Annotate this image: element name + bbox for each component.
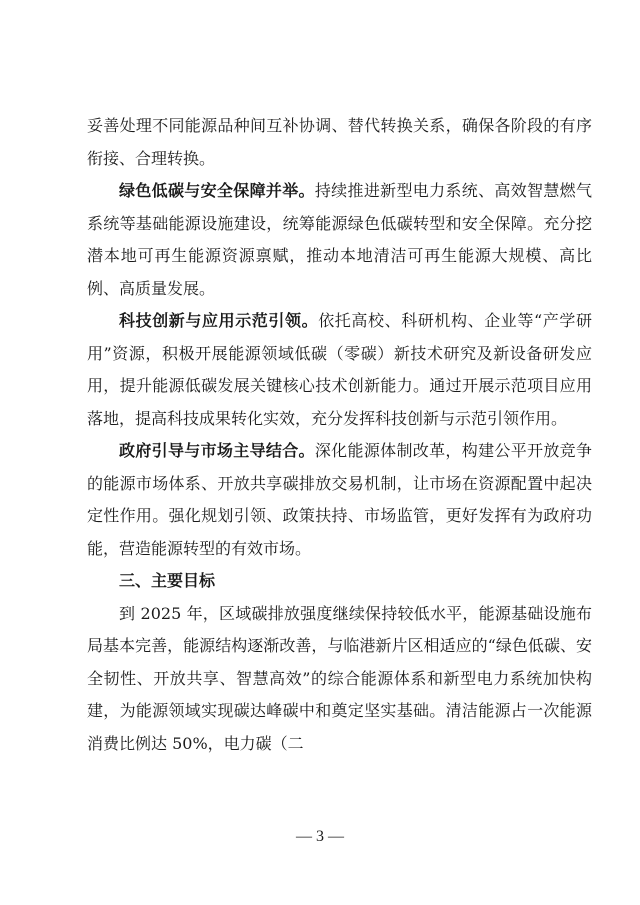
paragraph-lead: 绿色低碳与安全保障并举。 bbox=[119, 181, 315, 200]
paragraph-text: 持续推进新型电力系统、高效智慧燃气系统等基础能源设施建设，统筹能源绿色低碳转型和安全保障。充分挖潜本地可再生能源资源禀赋，推动本地清洁可再生能源大规模、高比例、高质量发展。 bbox=[87, 181, 592, 298]
paragraph-continuation bbox=[87, 110, 592, 175]
paragraph-green-low-carbon bbox=[87, 175, 592, 305]
paragraph-text: 深化能源体制改革，构建公平开放竞争的能源市场体系、开放共享碳排放交易机制，让市场在资源配置中起决定性作用。强化规划引领、政策扶持、市场监管，更好发挥有为政府功能，营造能源转型的有效市场。 bbox=[87, 441, 592, 558]
paragraph-text: 依托高校、科研机构、企业等“产学研用”资源，积极开展能源领域低碳（零碳）新技术研究及新设备研发应用，提升能源低碳发展关键核心技术创新能力。通过开展示范项目应用落地，提高科技成果转化实效，充分发挥科技创新与示范引领作用。 bbox=[87, 311, 592, 428]
paragraph-lead: 科技创新与应用示范引领。 bbox=[119, 311, 319, 330]
page-number: — 3 — bbox=[296, 828, 344, 845]
document-body bbox=[87, 110, 592, 760]
paragraph-text: 妥善处理不同能源品种间互补协调、替代转换关系，确保各阶段的有序衔接、合理转换。 bbox=[87, 116, 592, 168]
paragraph-main-goals bbox=[87, 598, 592, 761]
paragraph-tech-innovation bbox=[87, 305, 592, 435]
paragraph-lead: 政府引导与市场主导结合。 bbox=[119, 441, 315, 460]
paragraph-government-market bbox=[87, 435, 592, 565]
section-heading: 三、主要目标 bbox=[119, 571, 216, 590]
paragraph-text: 到 2025 年，区域碳排放强度继续保持较低水平，能源基础设施布局基本完善，能源结构逐渐改善，与临港新片区相适应的“绿色低碳、安全韧性、开放共享、智慧高效”的综合能源体系和新型电力系统加快构建，为能源领域实现碳达峰碳中和奠定坚实基础。清洁能源占一次能源消费比例达 50%，电力碳（二 bbox=[87, 603, 592, 753]
